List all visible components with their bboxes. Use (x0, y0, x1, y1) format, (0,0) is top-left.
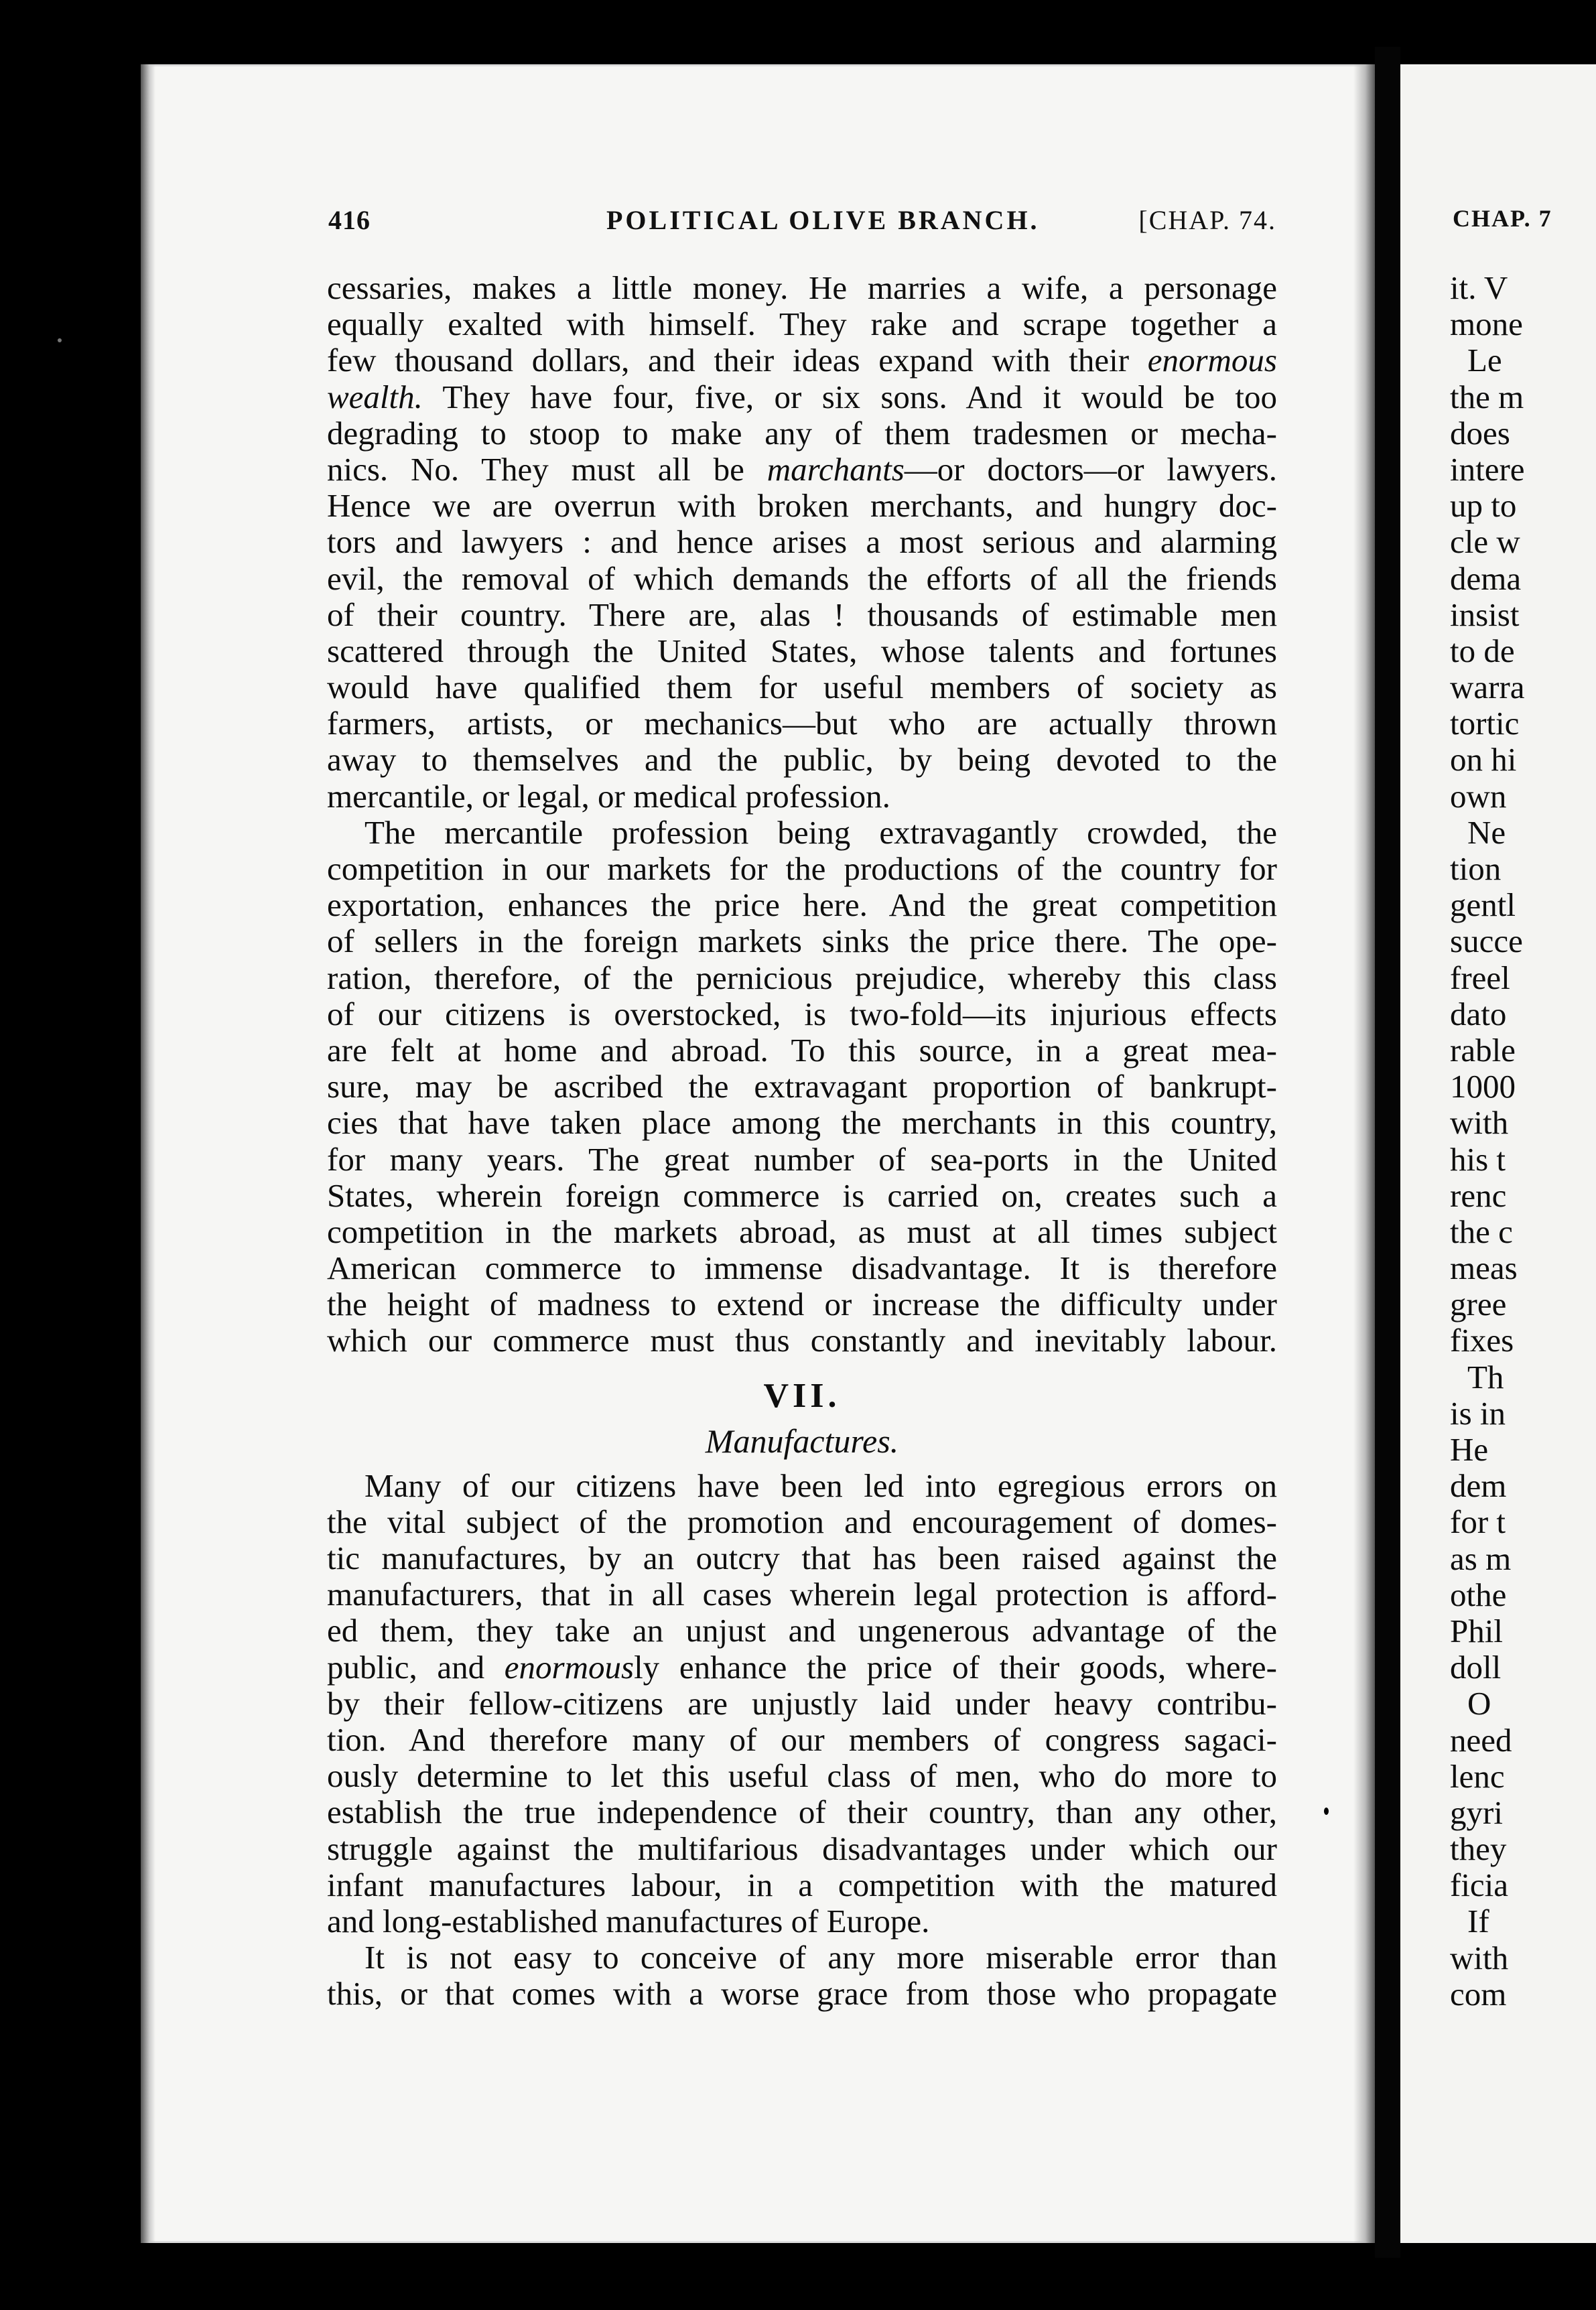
facing-text-line: O (1467, 1685, 1491, 1722)
text-line: ration, therefore, of the pernicious prejudice, whereby this class (327, 959, 1277, 996)
facing-text-line: ficia (1450, 1866, 1509, 1904)
text-line: would have qualified them for useful members of society as (327, 669, 1277, 706)
facing-text-line: Phil (1450, 1612, 1503, 1649)
text-line: competition in our markets for the productions of the country for (327, 850, 1277, 887)
facing-text-line: does (1450, 414, 1510, 452)
paragraph-3 (327, 1468, 1277, 1940)
facing-text-line: for t (1450, 1503, 1506, 1541)
page-header (328, 204, 1276, 251)
facing-text-line: own (1450, 777, 1507, 815)
text-line: ously determine to let this useful class of men, who do more to (327, 1757, 1277, 1795)
text-line: American commerce to immense disadvantage. It is therefore (327, 1249, 1277, 1287)
section-title: Manufactures. (705, 1422, 899, 1460)
facing-text-line: the c (1450, 1213, 1513, 1250)
facing-text-line: is in (1450, 1394, 1506, 1432)
facing-text-line: Th (1467, 1358, 1504, 1396)
facing-text-line: dem (1450, 1467, 1507, 1505)
facing-text-line: cle w (1450, 523, 1520, 561)
text-line: of their country. There are, alas ! thousands of estimable men (327, 596, 1277, 633)
facing-text-line: need (1450, 1721, 1512, 1759)
facing-text-line: warra (1450, 669, 1525, 706)
facing-text-line: com (1450, 1975, 1507, 2013)
facing-page-text (1450, 270, 1596, 2013)
text-line: for many years. The great number of sea-ports in the United (327, 1140, 1277, 1178)
text-line: which our commerce must thus constantly and inevitably labour. (327, 1322, 1277, 1359)
facing-text-line: Ne (1467, 813, 1506, 851)
facing-text-line: rable (1450, 1031, 1516, 1069)
text-line: evil, the removal of which demands the efforts of all the friends (327, 559, 1277, 597)
text-line: cies that have taken place among the merchants in this country, (327, 1104, 1277, 1142)
facing-text-line: tion (1450, 850, 1502, 887)
facing-text-line: it. V (1450, 269, 1508, 306)
paragraph-1 (327, 270, 1277, 815)
paragraph-2 (327, 815, 1277, 1359)
facing-text-line: fixes (1450, 1322, 1514, 1359)
page-divider (1375, 47, 1400, 2258)
gutter-shadow (141, 64, 155, 2243)
text-line: degrading to stoop to make any of them tradesmen or mecha- (327, 414, 1277, 452)
text-line: competition in the markets abroad, as must at all times subject (327, 1213, 1277, 1250)
text-line: States, wherein foreign commerce is carried on, creates such a (327, 1176, 1277, 1214)
facing-text-line: gentl (1450, 886, 1516, 924)
text-line: The mercantile profession being extravagantly crowded, the (364, 813, 1277, 851)
section-number: VII. (763, 1376, 841, 1415)
text-line: wealth. They have four, five, or six sons. And it would be too (327, 378, 1277, 415)
facing-text-line: freel (1450, 959, 1510, 996)
text-line: tic manufactures, by an outcry that has been raised against the (327, 1540, 1277, 1576)
text-line: nics. No. They must all be marchants—or doctors—or lawyers. (327, 450, 1277, 488)
facing-text-line: with (1450, 1104, 1509, 1142)
dust-speck (1324, 1808, 1329, 1815)
facing-text-line: as m (1450, 1540, 1512, 1577)
text-line: the vital subject of the promotion and encouragement of domes- (327, 1503, 1277, 1540)
facing-text-line: Le (1467, 342, 1502, 379)
text-line: infant manufactures labour, in a competition with the matured (327, 1866, 1277, 1903)
text-line: of our citizens is overstocked, is two-fold—its injurious effects (327, 995, 1277, 1032)
facing-text-line: dema (1450, 559, 1522, 597)
facing-text-line: He (1450, 1431, 1489, 1468)
running-title: POLITICAL OLIVE BRANCH. (606, 205, 1040, 235)
chapter-reference: [CHAP. 74. (1138, 205, 1276, 235)
text-line: Many of our citizens have been led into egregious errors on (364, 1467, 1277, 1504)
text-line: struggle against the multifarious disadvantages under which our (327, 1830, 1277, 1867)
facing-text-line: renc (1450, 1176, 1507, 1214)
facing-text-line: they (1450, 1830, 1507, 1868)
text-line: farmers, artists, or mechanics—but who are actually thrown (327, 705, 1277, 742)
facing-text-line: meas (1450, 1249, 1518, 1287)
text-line: equally exalted with himself. They rake and scrape together a (327, 305, 1277, 343)
text-line: public, and enormously enhance the price of their goods, where- (327, 1648, 1277, 1686)
facing-text-line: insist (1450, 596, 1520, 633)
text-line: are felt at home and abroad. To this source, in a great mea- (327, 1031, 1277, 1069)
text-line: exportation, enhances the price here. And the great competition (327, 886, 1277, 924)
text-line: mercantile, or legal, or medical profession. (327, 777, 890, 815)
text-line: few thousand dollars, and their ideas expand with their enormous (327, 342, 1277, 379)
facing-text-line: lenc (1450, 1757, 1505, 1795)
dust-speck (58, 338, 62, 342)
facing-text-line: the m (1450, 378, 1524, 415)
text-line: scattered through the United States, whose talents and fortunes (327, 632, 1277, 669)
facing-text-line: othe (1450, 1576, 1507, 1613)
text-line: tors and lawyers : and hence arises a most serious and alarming (327, 523, 1277, 561)
facing-text-line: succe (1450, 923, 1523, 960)
facing-page-header: CHAP. 7 (1453, 205, 1552, 232)
facing-text-line: to de (1450, 632, 1515, 669)
page-text (327, 270, 1277, 2012)
facing-text-line: gyri (1450, 1793, 1503, 1831)
text-line: manufacturers, that in all cases wherein legal protection is afford- (327, 1576, 1277, 1613)
facing-text-line: 1000 (1450, 1068, 1516, 1105)
facing-text-line: tortic (1450, 705, 1520, 742)
text-line: by their fellow-citizens are unjustly laid under heavy contribu- (327, 1684, 1277, 1722)
text-line: away to themselves and the public, by being devoted to the (327, 741, 1277, 778)
page-number: 416 (328, 205, 371, 235)
text-line: establish the true independence of their country, than any other, (327, 1793, 1277, 1831)
facing-text-line: his t (1450, 1140, 1506, 1178)
facing-text-line: dato (1450, 995, 1507, 1032)
facing-text-line: mone (1450, 305, 1523, 343)
text-line: cessaries, makes a little money. He marries a wife, a personage (327, 269, 1277, 306)
text-line: this, or that comes with a worse grace from those who propagate (327, 1975, 1277, 2013)
text-line: the height of madness to extend or increase the difficulty under (327, 1286, 1277, 1323)
dust-speck (1042, 19, 1057, 23)
text-line: ed them, they take an unjust and ungenerous advantage of the (327, 1612, 1277, 1649)
text-line: Hence we are overrun with broken merchants, and hungry doc- (327, 487, 1277, 525)
text-line: tion. And therefore many of our members of congress sagaci- (327, 1720, 1277, 1758)
facing-text-line: doll (1450, 1649, 1502, 1686)
page-edge-shadow (1353, 64, 1375, 2243)
text-line: of sellers in the foreign markets sinks the price there. The ope- (327, 923, 1277, 960)
text-line: It is not easy to conceive of any more miserable error than (364, 1939, 1277, 1976)
text-line: and long-established manufactures of Europe. (327, 1902, 930, 1940)
facing-text-line: gree (1450, 1286, 1507, 1323)
facing-text-line: on hi (1450, 741, 1517, 778)
facing-text-line: up to (1450, 487, 1517, 525)
facing-text-line: If (1467, 1903, 1489, 1940)
paragraph-4 (327, 1940, 1277, 2012)
facing-text-line: with (1450, 1939, 1509, 1976)
text-line: sure, may be ascribed the extravagant proportion of bankrupt- (327, 1068, 1277, 1105)
facing-text-line: intere (1450, 450, 1525, 488)
